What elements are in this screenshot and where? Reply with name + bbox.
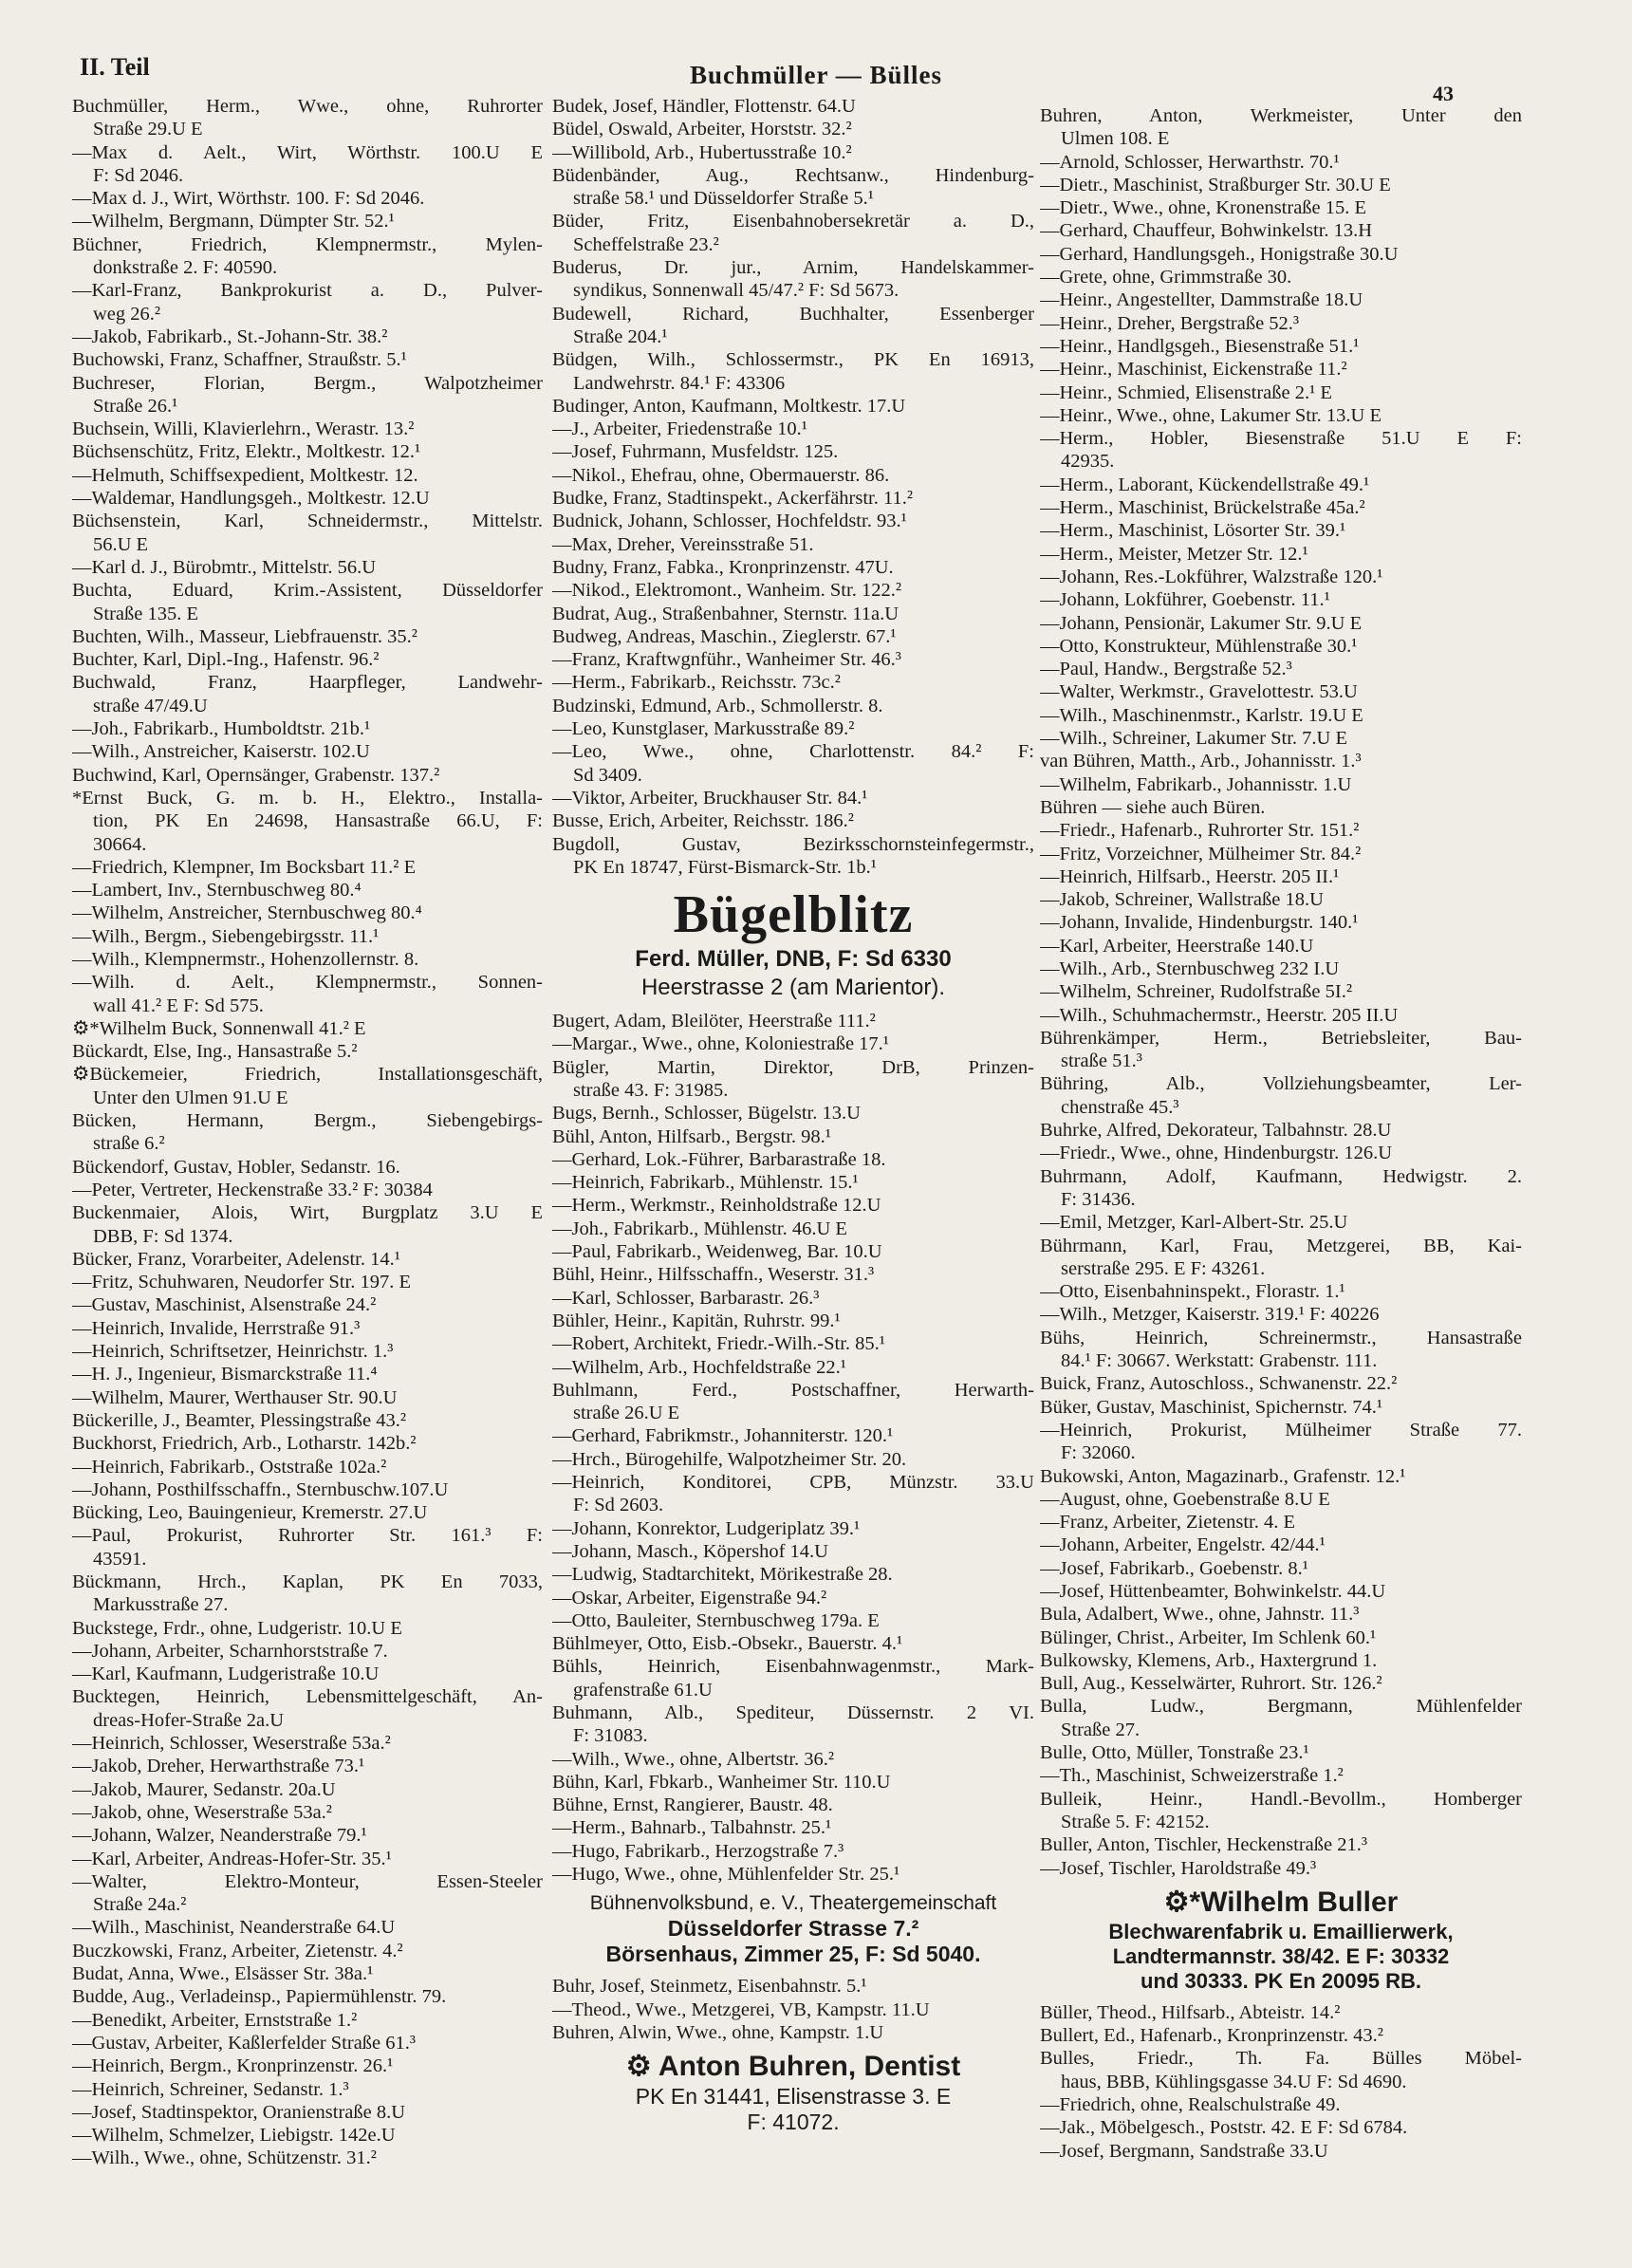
entry-continuation: straße 26.U E	[573, 1403, 680, 1424]
directory-entry: Buchter, Karl, Dipl.-Ing., Hafenstr. 96.²	[72, 649, 380, 671]
directory-entry: —Wilhelm, Bergmann, Dümpter Str. 52.¹	[72, 211, 395, 232]
directory-entry: Bugdoll, Gustav, Bezirksschornsteinfegermstr.,	[552, 833, 1034, 855]
directory-entry: —Jakob, Fabrikarb., St.-Johann-Str. 38.²	[72, 325, 388, 347]
directory-entry: —Heinrich, Invalide, Herrstraße 91.³	[72, 1317, 361, 1339]
directory-entry: —Jakob, Maurer, Sedanstr. 20a.U	[72, 1778, 336, 1800]
directory-entry: —Johann, Konrektor, Ludgeriplatz 39.¹	[552, 1517, 861, 1539]
entry-continuation: Straße 204.¹	[573, 325, 668, 347]
entry-continuation: PK En 18747, Fürst-Bismarck-Str. 1b.¹	[573, 856, 877, 878]
directory-entry: —Wilhelm, Arb., Hochfeldstraße 22.¹	[552, 1356, 846, 1378]
directory-entry: —Herm., Maschinist, Brückelstraße 45a.²	[1040, 497, 1365, 519]
directory-entry: Buhren, Anton, Werkmeister, Unter den	[1040, 105, 1522, 126]
column-middle	[552, 95, 1034, 2143]
directory-entry: Buckenmaier, Alois, Wirt, Burgplatz 3.U E	[72, 1202, 543, 1224]
directory-entry: Buchmüller, Herm., Wwe., ohne, Ruhrorter	[72, 96, 543, 117]
directory-entry: Bückendorf, Gustav, Hobler, Sedanstr. 16.	[72, 1156, 400, 1178]
directory-entry: Bücking, Leo, Bauingenieur, Kremerstr. 27.U	[72, 1502, 428, 1524]
directory-entry: —Leo, Kunstglaser, Markusstraße 89.²	[552, 718, 855, 740]
directory-entry: —Wilhelm, Fabrikarb., Johannisstr. 1.U	[1040, 773, 1352, 795]
directory-entry: Bühlmeyer, Otto, Eisb.-Obsekr., Bauerstr. 4.¹	[552, 1633, 903, 1655]
directory-entry: —Heinrich, Hilfsarb., Heerstr. 205 II.¹	[1040, 865, 1340, 887]
directory-entry: —Heinr., Schmied, Elisenstraße 2.¹ E	[1040, 381, 1332, 403]
directory-entry: Bülinger, Christ., Arbeiter, Im Schlenk 60.¹	[1040, 1627, 1377, 1648]
directory-entry: —Herm., Hobler, Biesenstraße 51.U E F:	[1040, 428, 1522, 450]
directory-entry: Bührenkämper, Herm., Betriebsleiter, Bau-	[1040, 1027, 1522, 1049]
section-label: II. Teil	[80, 53, 150, 81]
directory-entry: —Wilh., Schuhmachermstr., Heerstr. 205 II.U	[1040, 1004, 1399, 1026]
directory-entry: —Josef, Hüttenbeamter, Bohwinkelstr. 44.U	[1040, 1581, 1386, 1602]
entry-continuation: Straße 24a.²	[93, 1894, 187, 1916]
ad-line: F: 41072.	[747, 2110, 840, 2135]
directory-entry: Budnick, Johann, Schlosser, Hochfeldstr. 93.¹	[552, 511, 907, 532]
directory-entry: Buchsein, Willi, Klavierlehrn., Werastr. 13.²	[72, 418, 415, 440]
entry-continuation: F: 31436.	[1061, 1188, 1136, 1210]
directory-entry: —Karl, Schlosser, Barbarastr. 26.³	[552, 1287, 820, 1309]
directory-entry: Bücker, Franz, Vorarbeiter, Adelenstr. 14.¹	[72, 1248, 400, 1270]
directory-entry: Bulkowsky, Klemens, Arb., Haxtergrund 1.	[1040, 1649, 1378, 1671]
directory-entry: —Johann, Arbeiter, Scharnhorststraße 7.	[72, 1640, 388, 1662]
directory-entry: —Wilh., Wwe., ohne, Schützenstr. 31.²	[72, 2147, 377, 2169]
directory-entry: Büker, Gustav, Maschinist, Spichernstr. 74.¹	[1040, 1396, 1383, 1418]
directory-entry: —Lambert, Inv., Sternbuschweg 80.⁴	[72, 880, 362, 902]
directory-entry: van Bühren, Matth., Arb., Johannisstr. 1.³	[1040, 751, 1362, 772]
directory-entry: —Johann, Walzer, Neanderstraße 79.¹	[72, 1825, 367, 1847]
directory-entry: —Josef, Tischler, Haroldstraße 49.³	[1040, 1857, 1317, 1879]
directory-entry: —Joh., Fabrikarb., Humboldtstr. 21b.¹	[72, 718, 371, 740]
entry-continuation: straße 51.³	[1061, 1050, 1142, 1072]
directory-entry: —Walter, Elektro-Monteur, Essen-Steeler	[72, 1870, 543, 1892]
entry-continuation: Unter den Ulmen 91.U E	[93, 1087, 288, 1108]
entry-continuation: syndikus, Sonnenwall 45/47.² F: Sd 5673.	[573, 280, 899, 302]
directory-entry: Büchsenschütz, Fritz, Elektr., Moltkestr. 12.¹	[72, 441, 421, 463]
entry-continuation: Straße 29.U E	[93, 119, 203, 140]
directory-entry: —Friedrich, ohne, Realschulstraße 49.	[1040, 2094, 1341, 2116]
directory-entry: —Nikod., Elektromont., Wanheim. Str. 122.²	[552, 580, 901, 602]
directory-entry: Bulles, Friedr., Th. Fa. Bülles Möbel-	[1040, 2048, 1522, 2070]
entry-continuation: dreas-Hofer-Straße 2a.U	[93, 1709, 285, 1731]
directory-entry: Bügler, Martin, Direktor, DrB, Prinzen-	[552, 1056, 1034, 1078]
directory-entry: Budek, Josef, Händler, Flottenstr. 64.U	[552, 96, 856, 117]
directory-entry: Bühren — siehe auch Büren.	[1040, 796, 1266, 818]
directory-entry: Buczkowski, Franz, Arbeiter, Zietenstr. 4.²	[72, 1940, 403, 1961]
directory-entry: Bühn, Karl, Fbkarb., Wanheimer Str. 110.U	[552, 1771, 891, 1793]
directory-entry: Buderus, Dr. jur., Arnim, Handelskammer-	[552, 257, 1034, 279]
directory-entry: —Hugo, Fabrikarb., Herzogstraße 7.³	[552, 1840, 844, 1862]
directory-entry: Budweg, Andreas, Maschin., Zieglerstr. 67.¹	[552, 625, 897, 647]
column-left	[72, 95, 543, 2170]
directory-entry: —Wilh., Klempnermstr., Hohenzollernstr. 8.	[72, 948, 419, 970]
entry-continuation: 30664.	[93, 833, 147, 855]
directory-entry: —Wilh., Anstreicher, Kaiserstr. 102.U	[72, 741, 370, 763]
directory-entry: Bulla, Ludw., Bergmann, Mühlenfelder	[1040, 1696, 1522, 1718]
directory-entry: Buckhorst, Friedrich, Arb., Lotharstr. 142b.²	[72, 1433, 417, 1455]
directory-entry: —Viktor, Arbeiter, Bruckhauser Str. 84.¹	[552, 787, 868, 809]
directory-entry: —Wilh., Arb., Sternbuschweg 232 I.U	[1040, 957, 1340, 979]
directory-entry: —Friedrich, Klempner, Im Bocksbart 11.² E	[72, 856, 417, 878]
entry-continuation: straße 58.¹ und Düsseldorfer Straße 5.¹	[573, 188, 874, 210]
entry-continuation: donkstraße 2. F: 40590.	[93, 257, 278, 279]
directory-entry: —Heinrich, Schlosser, Weserstraße 53a.²	[72, 1733, 391, 1755]
directory-entry: —Helmuth, Schiffsexpedient, Moltkestr. 12.	[72, 464, 418, 486]
directory-entry: —Wilhelm, Schreiner, Rudolfstraße 5I.²	[1040, 981, 1353, 1003]
ad-line: Bügelblitz	[673, 885, 914, 945]
ad-line: ⚙ Anton Buhren, Dentist	[625, 2051, 961, 2083]
ad-line: Landtermannstr. 38/42. E F: 30332	[1112, 1943, 1450, 1968]
directory-entry: —Leo, Wwe., ohne, Charlottenstr. 84.² F:	[552, 741, 1034, 763]
directory-entry: Buhren, Alwin, Wwe., ohne, Kampstr. 1.U	[552, 2021, 884, 2043]
directory-entry: —Hugo, Wwe., ohne, Mühlenfelder Str. 25.¹	[552, 1864, 900, 1886]
directory-entry: —Jak., Möbelgesch., Poststr. 42. E F: Sd 6784.	[1040, 2117, 1408, 2139]
directory-entry: Buchwald, Franz, Haarpfleger, Landwehr-	[72, 672, 543, 694]
directory-entry: Büchsenstein, Karl, Schneidermstr., Mittelstr.	[72, 511, 543, 532]
entry-continuation: F: 31083.	[573, 1725, 648, 1747]
directory-entry: *Ernst Buck, G. m. b. H., Elektro., Installa-	[72, 787, 543, 809]
directory-entry: Buhrke, Alfred, Dekorateur, Talbahnstr. 28.U	[1040, 1120, 1392, 1142]
directory-entry: —Max d. Aelt., Wirt, Wörthstr. 100.U E	[72, 141, 543, 163]
entry-continuation: Straße 27.	[1061, 1719, 1141, 1740]
directory-entry: —Otto, Bauleiter, Sternbuschweg 179a. E	[552, 1609, 880, 1631]
directory-entry: Buchta, Eduard, Krim.-Assistent, Düsseldorfer	[72, 580, 543, 602]
entry-continuation: straße 6.²	[93, 1133, 165, 1155]
directory-entry: Bühring, Alb., Vollziehungsbeamter, Ler-	[1040, 1073, 1522, 1095]
directory-entry: —Dietr., Maschinist, Straßburger Str. 30.U E	[1040, 174, 1391, 195]
directory-entry: —Otto, Konstrukteur, Mühlenstraße 30.¹	[1040, 635, 1358, 657]
directory-entry: —Johann, Lokführer, Goebenstr. 11.¹	[1040, 589, 1330, 611]
directory-entry: —Heinrich, Fabrikarb., Oststraße 102a.²	[72, 1456, 387, 1478]
ad-line: und 30333. PK En 20095 RB.	[1141, 1968, 1421, 1993]
directory-entry: —Arnold, Schlosser, Herwarthstr. 70.¹	[1040, 151, 1340, 173]
directory-entry: Budzinski, Edmund, Arb., Schmollerstr. 8.	[552, 695, 883, 716]
entry-continuation: F: Sd 2603.	[573, 1495, 664, 1516]
directory-entry: —Karl-Franz, Bankprokurist a. D., Pulver-	[72, 280, 543, 302]
entry-continuation: Landwehrstr. 84.¹ F: 43306	[573, 372, 786, 394]
directory-entry: —Heinr., Angestellter, Dammstraße 18.U	[1040, 289, 1363, 311]
ad-line: PK En 31441, Elisenstrasse 3. E	[635, 2084, 952, 2110]
entry-continuation: weg 26.²	[93, 303, 161, 325]
entry-continuation: Scheffelstraße 23.²	[573, 233, 719, 255]
directory-entry: —Gerhard, Fabrikmstr., Johanniterstr. 120.¹	[552, 1425, 894, 1447]
directory-entry: Bühl, Anton, Hilfsarb., Bergstr. 98.¹	[552, 1125, 831, 1147]
directory-entry: —Wilh., Schreiner, Lakumer Str. 7.U E	[1040, 728, 1348, 750]
directory-entry: —Herm., Bahnarb., Talbahnstr. 25.¹	[552, 1817, 832, 1839]
directory-entry: Busse, Erich, Arbeiter, Reichsstr. 186.²	[552, 810, 854, 832]
entry-continuation: chenstraße 45.³	[1061, 1096, 1179, 1118]
directory-entry: —Wilh., Wwe., ohne, Albertstr. 36.²	[552, 1748, 835, 1770]
advertisement-buehne	[552, 1891, 1034, 1967]
ad-line: Heerstrasse 2 (am Marientor).	[640, 975, 946, 1001]
directory-entry: —Emil, Metzger, Karl-Albert-Str. 25.U	[1040, 1212, 1348, 1234]
directory-entry: Budat, Anna, Wwe., Elsässer Str. 38a.¹	[72, 1963, 374, 1985]
directory-entry: —Herm., Meister, Metzer Str. 12.¹	[1040, 543, 1308, 565]
directory-entry: Buick, Franz, Autoschloss., Schwanenstr. 22.²	[1040, 1373, 1398, 1395]
directory-entry: Bugert, Adam, Bleilöter, Heerstraße 111.²	[552, 1011, 876, 1032]
directory-entry: —Theod., Wwe., Metzgerei, VB, Kampstr. 11.U	[552, 1998, 930, 2020]
directory-entry: —Josef, Fabrikarb., Goebenstr. 8.¹	[1040, 1557, 1308, 1579]
entry-continuation: Sd 3409.	[573, 764, 642, 786]
directory-entry: Bühler, Heinr., Kapitän, Ruhrstr. 99.¹	[552, 1310, 841, 1331]
page-number: 43	[1433, 82, 1454, 105]
directory-entry: —Ludwig, Stadtarchitekt, Mörikestraße 28.	[552, 1564, 893, 1586]
directory-entry: —Gerhard, Chauffeur, Bohwinkelstr. 13.H	[1040, 220, 1373, 242]
directory-entry: —Karl, Kaufmann, Ludgeristraße 10.U	[72, 1664, 380, 1685]
directory-entry: Büdgen, Wilh., Schlossermstr., PK En 16913,	[552, 349, 1034, 371]
directory-entry: —Josef, Stadtinspektor, Oranienstraße 8.U	[72, 2101, 406, 2123]
directory-entry: —Johann, Masch., Köpershof 14.U	[552, 1540, 828, 1562]
directory-entry: —Wilh., Maschinenmstr., Karlstr. 19.U E	[1040, 704, 1363, 726]
directory-entry: —Heinrich, Fabrikarb., Mühlenstr. 15.¹	[552, 1172, 859, 1194]
directory-entry: —Heinrich, Bergm., Kronprinzenstr. 26.¹	[72, 2055, 394, 2077]
entry-continuation: F: Sd 2046.	[93, 164, 184, 186]
directory-entry: —H. J., Ingenieur, Bismarckstraße 11.⁴	[72, 1364, 378, 1385]
ad-line: Bühnenvolksbund, e. V., Theatergemeinschaft	[589, 1892, 997, 1915]
directory-entry: Bulleik, Heinr., Handl.-Bevollm., Homberger	[1040, 1788, 1522, 1810]
directory-entry: —Paul, Handw., Bergstraße 52.³	[1040, 659, 1292, 680]
directory-entry: —Karl d. J., Bürobmtr., Mittelstr. 56.U	[72, 556, 377, 578]
directory-entry: —Otto, Eisenbahninspekt., Florastr. 1.¹	[1040, 1281, 1345, 1303]
directory-entry: —Willibold, Arb., Hubertusstraße 10.²	[552, 141, 852, 163]
directory-entry: —Dietr., Wwe., ohne, Kronenstraße 15. E	[1040, 197, 1367, 219]
directory-entry: —Wilh. d. Aelt., Klempnermstr., Sonnen-	[72, 972, 543, 994]
directory-entry: —Wilh., Maschinist, Neanderstraße 64.U	[72, 1917, 396, 1939]
ad-line: Düsseldorfer Strasse 7.²	[667, 1916, 919, 1942]
directory-entry: Bukowski, Anton, Magazinarb., Grafenstr. 12.¹	[1040, 1465, 1406, 1487]
directory-entry: —Wilhelm, Schmelzer, Liebigstr. 142e.U	[72, 2125, 396, 2147]
directory-entry: Bullert, Ed., Hafenarb., Kronprinzenstr. 43.²	[1040, 2025, 1383, 2047]
directory-entry: —Paul, Fabrikarb., Weidenweg, Bar. 10.U	[552, 1241, 882, 1263]
directory-entry: Buhr, Josef, Steinmetz, Eisenbahnstr. 5.¹	[552, 1976, 867, 1998]
ad-line: Blechwarenfabrik u. Emaillierwerk,	[1108, 1919, 1454, 1943]
directory-entry: —Grete, ohne, Grimmstraße 30.	[1040, 267, 1292, 288]
directory-entry: —J., Arbeiter, Friedenstraße 10.¹	[552, 418, 807, 440]
entry-continuation: tion, PK En 24698, Hansastraße 66.U, F:	[93, 810, 543, 832]
directory-entry: ⚙*Wilhelm Buck, Sonnenwall 41.² E	[72, 1017, 366, 1039]
directory-entry: —Fritz, Schuhwaren, Neudorfer Str. 197. E	[72, 1272, 411, 1293]
directory-entry: —Hrch., Bürogehilfe, Walpotzheimer Str. 20.	[552, 1448, 907, 1470]
directory-entry: Buhrmann, Adolf, Kaufmann, Hedwigstr. 2.	[1040, 1165, 1522, 1187]
directory-entry: —Friedr., Wwe., ohne, Hindenburgstr. 126.U	[1040, 1143, 1393, 1164]
entry-continuation: straße 43. F: 31985.	[573, 1079, 729, 1101]
directory-entry: Bucktegen, Heinrich, Lebensmittelgeschäft, An-	[72, 1686, 543, 1708]
directory-entry: Büdenbänder, Aug., Rechtsanw., Hindenburg-	[552, 164, 1034, 186]
directory-entry: —Johann, Arbeiter, Engelstr. 42/44.¹	[1040, 1534, 1326, 1556]
directory-entry: —Josef, Bergmann, Sandstraße 33.U	[1040, 2140, 1328, 2162]
directory-entry: Bulle, Otto, Müller, Tonstraße 23.¹	[1040, 1742, 1309, 1764]
directory-entry: —Friedr., Hafenarb., Ruhrorter Str. 151.²	[1040, 820, 1360, 842]
directory-entry: —Gustav, Arbeiter, Kaßlerfelder Straße 61.³	[72, 2032, 417, 2054]
entry-continuation: 42935.	[1061, 451, 1115, 473]
entry-continuation: DBB, F: Sd 1374.	[93, 1225, 233, 1247]
directory-entry: Budrat, Aug., Straßenbahner, Sternstr. 11a.U	[552, 603, 899, 624]
ad-line: Börsenhaus, Zimmer 25, F: Sd 5040.	[605, 1942, 981, 1967]
directory-entry: Büdel, Oswald, Arbeiter, Horststr. 32.²	[552, 119, 852, 140]
directory-entry: —Oskar, Arbeiter, Eigenstraße 94.²	[552, 1587, 827, 1608]
directory-entry: —Gerhard, Lok.-Führer, Barbarastraße 18.	[552, 1148, 886, 1170]
directory-entry: —Nikol., Ehefrau, ohne, Obermauerstr. 86.	[552, 464, 890, 486]
directory-entry: —Karl, Arbeiter, Heerstraße 140.U	[1040, 935, 1314, 957]
directory-entry: —Heinr., Dreher, Bergstraße 52.³	[1040, 312, 1300, 334]
directory-entry: Budewell, Richard, Buchhalter, Essenberger	[552, 303, 1034, 325]
directory-entry: Bühs, Heinrich, Schreinermstr., Hansastraße	[1040, 1327, 1522, 1348]
entry-continuation: 56.U E	[93, 533, 149, 555]
directory-entry: —Johann, Invalide, Hindenburgstr. 140.¹	[1040, 912, 1359, 934]
advertisement-buhren	[552, 2050, 1034, 2135]
directory-entry: —Margar., Wwe., ohne, Koloniestraße 17.¹	[552, 1033, 889, 1055]
entry-continuation: Straße 135. E	[93, 603, 199, 624]
entry-continuation: F: 32060.	[1061, 1442, 1136, 1464]
directory-entry: Buchreser, Florian, Bergm., Walpotzheimer	[72, 372, 543, 394]
directory-entry: —Fritz, Vorzeichner, Mülheimer Str. 84.²	[1040, 843, 1362, 864]
directory-entry: —Paul, Prokurist, Ruhrorter Str. 161.³ F:	[72, 1525, 543, 1547]
running-head: Buchmüller — Bülles	[689, 61, 943, 89]
directory-entry: Budke, Franz, Stadtinspekt., Ackerfährstr. 11.²	[552, 488, 914, 510]
directory-entry: Büder, Fritz, Eisenbahnobersekretär a. D.,	[552, 211, 1034, 232]
directory-entry: Bückardt, Else, Ing., Hansastraße 5.²	[72, 1041, 358, 1063]
directory-entry: Buller, Anton, Tischler, Heckenstraße 21.³	[1040, 1834, 1367, 1856]
directory-entry: —Herm., Laborant, Kückendellstraße 49.¹	[1040, 474, 1370, 495]
directory-entry: Bücken, Hermann, Bergm., Siebengebirgs-	[72, 1110, 543, 1132]
directory-entry: Buchten, Wilh., Masseur, Liebfrauenstr. 35.²	[72, 625, 417, 647]
entry-continuation: Ulmen 108. E	[1061, 128, 1170, 150]
directory-entry: —Johann, Posthilfsschaffn., Sternbuschw.107.U	[72, 1478, 449, 1500]
advertisement-buller	[1040, 1886, 1522, 1994]
directory-entry: —Wilh., Bergm., Siebengebirgsstr. 11.¹	[72, 925, 380, 947]
directory-entry: Budinger, Anton, Kaufmann, Moltkestr. 17.U	[552, 395, 906, 417]
directory-entry: —Benedikt, Arbeiter, Ernststraße 1.²	[72, 2009, 358, 2031]
directory-entry: —Heinr., Handlgsgeh., Biesenstraße 51.¹	[1040, 335, 1360, 357]
directory-entry: —Karl, Arbeiter, Andreas-Hofer-Str. 35.¹	[72, 1848, 392, 1869]
directory-entry: Bückerille, J., Beamter, Plessingstraße 43.²	[72, 1409, 407, 1431]
directory-entry: —Jakob, Dreher, Herwarthstraße 73.¹	[72, 1756, 365, 1777]
entry-continuation: 84.¹ F: 30667. Werkstatt: Grabenstr. 111.	[1061, 1350, 1378, 1372]
directory-entry: —Johann, Res.-Lokführer, Walzstraße 120.¹	[1040, 566, 1383, 587]
directory-entry: —Johann, Pensionär, Lakumer Str. 9.U E	[1040, 612, 1363, 634]
directory-entry: —Franz, Arbeiter, Zietenstr. 4. E	[1040, 1512, 1296, 1534]
directory-entry: Bühl, Heinr., Hilfsschaffn., Weserstr. 31.³	[552, 1264, 875, 1286]
directory-entry: Bühls, Heinrich, Eisenbahnwagenmstr., Mark-	[552, 1656, 1034, 1678]
directory-entry: Buhmann, Alb., Spediteur, Düssernstr. 2 VI.	[552, 1702, 1034, 1723]
directory-entry: —Max, Dreher, Vereinsstraße 51.	[552, 533, 814, 555]
directory-entry: Buchowski, Franz, Schaffner, Straußstr. 5.¹	[72, 349, 407, 371]
directory-entry: —Wilh., Metzger, Kaiserstr. 319.¹ F: 40226	[1040, 1304, 1380, 1326]
ad-line: Ferd. Müller, DNB, F: Sd 6330	[635, 946, 952, 973]
directory-entry: Bula, Adalbert, Wwe., ohne, Jahnstr. 11.³	[1040, 1604, 1360, 1626]
entry-continuation: serstraße 295. E F: 43261.	[1061, 1257, 1266, 1279]
directory-entry: —Gerhard, Handlungsgeh., Honigstraße 30.U	[1040, 243, 1399, 265]
directory-entry: Büller, Theod., Hilfsarb., Abteistr. 14.²	[1040, 2001, 1341, 2023]
directory-entry: —Gustav, Maschinist, Alsenstraße 24.²	[72, 1294, 377, 1316]
entry-continuation: straße 47/49.U	[93, 695, 208, 716]
directory-entry: Bührmann, Karl, Frau, Metzgerei, BB, Kai-	[1040, 1235, 1522, 1256]
directory-entry: Büchner, Friedrich, Klempnermstr., Mylen-	[72, 233, 543, 255]
directory-entry: —Jakob, ohne, Weserstraße 53a.²	[72, 1801, 332, 1823]
directory-entry: —Peter, Vertreter, Heckenstraße 33.² F: 30384	[72, 1179, 433, 1200]
ad-line: ⚙*Wilhelm Buller	[1163, 1886, 1399, 1918]
directory-entry: —Wilhelm, Anstreicher, Sternbuschweg 80.⁴	[72, 902, 422, 924]
directory-entry: Buckstege, Frdr., ohne, Ludgeristr. 10.U E	[72, 1617, 402, 1639]
advertisement-bugel	[552, 884, 1034, 1002]
directory-entry: —Heinrich, Schreiner, Sedanstr. 1.³	[72, 2078, 349, 2100]
directory-entry: —Heinrich, Konditorei, CPB, Münzstr. 33.U	[552, 1472, 1034, 1494]
directory-entry: —Walter, Werkmstr., Gravelottestr. 53.U	[1040, 681, 1358, 703]
directory-entry: —August, ohne, Goebenstraße 8.U E	[1040, 1488, 1330, 1510]
directory-entry: —Franz, Kraftwgnführ., Wanheimer Str. 46.³	[552, 649, 901, 671]
directory-entry: —Heinrich, Schriftsetzer, Heinrichstr. 1.³	[72, 1341, 394, 1363]
directory-entry: —Th., Maschinist, Schweizerstraße 1.²	[1040, 1765, 1344, 1787]
directory-entry: Bückmann, Hrch., Kaplan, PK En 7033,	[72, 1571, 543, 1592]
entry-continuation: wall 41.² E F: Sd 575.	[93, 995, 264, 1016]
directory-entry: —Heinr., Maschinist, Eickenstraße 11.²	[1040, 359, 1347, 381]
directory-entry: —Heinrich, Prokurist, Mülheimer Straße 77.	[1040, 1419, 1522, 1441]
directory-entry: —Herm., Maschinist, Lösorter Str. 39.¹	[1040, 520, 1346, 542]
entry-continuation: Markusstraße 27.	[93, 1594, 229, 1616]
directory-entry: Budde, Aug., Verladeinsp., Papiermühlenstr. 79.	[72, 1986, 447, 2008]
column-right	[1040, 104, 1522, 2163]
directory-entry: Budny, Franz, Fabka., Kronprinzenstr. 47U.	[552, 556, 894, 578]
directory-entry: —Robert, Architekt, Friedr.-Wilh.-Str. 85.¹	[552, 1333, 885, 1355]
directory-entry: Buhlmann, Ferd., Postschaffner, Herwarth-	[552, 1379, 1034, 1401]
directory-entry: —Max d. J., Wirt, Wörthstr. 100. F: Sd 2046.	[72, 188, 425, 210]
directory-entry: —Herm., Werkmstr., Reinholdstraße 12.U	[552, 1195, 881, 1217]
directory-entry: Buchwind, Karl, Opernsänger, Grabenstr. 137.²	[72, 764, 440, 786]
directory-entry: Bühne, Ernst, Rangierer, Baustr. 48.	[552, 1794, 833, 1816]
directory-entry: ⚙Bückemeier, Friedrich, Installationsgeschäft,	[72, 1064, 543, 1086]
directory-entry: Bugs, Bernh., Schlosser, Bügelstr. 13.U	[552, 1103, 861, 1125]
directory-entry: —Waldemar, Handlungsgeh., Moltkestr. 12.U	[72, 488, 430, 510]
entry-continuation: 43591.	[93, 1548, 147, 1570]
directory-entry: —Herm., Fabrikarb., Reichsstr. 73c.²	[552, 672, 841, 694]
entry-continuation: grafenstraße 61.U	[573, 1679, 713, 1701]
directory-entry: —Josef, Fuhrmann, Musfeldstr. 125.	[552, 441, 839, 463]
entry-continuation: Straße 5. F: 42152.	[1061, 1811, 1210, 1832]
entry-continuation: Straße 26.¹	[93, 395, 178, 417]
directory-entry: —Jakob, Schreiner, Wallstraße 18.U	[1040, 889, 1324, 911]
entry-continuation: haus, BBB, Kühlingsgasse 34.U F: Sd 4690.	[1061, 2071, 1407, 2092]
directory-entry: —Joh., Fabrikarb., Mühlenstr. 46.U E	[552, 1218, 847, 1239]
directory-entry: —Wilhelm, Maurer, Werthauser Str. 90.U	[72, 1386, 398, 1408]
directory-entry: Bull, Aug., Kesselwärter, Ruhrort. Str. 126.²	[1040, 1673, 1382, 1695]
directory-entry: —Heinr., Wwe., ohne, Lakumer Str. 13.U E	[1040, 404, 1382, 426]
